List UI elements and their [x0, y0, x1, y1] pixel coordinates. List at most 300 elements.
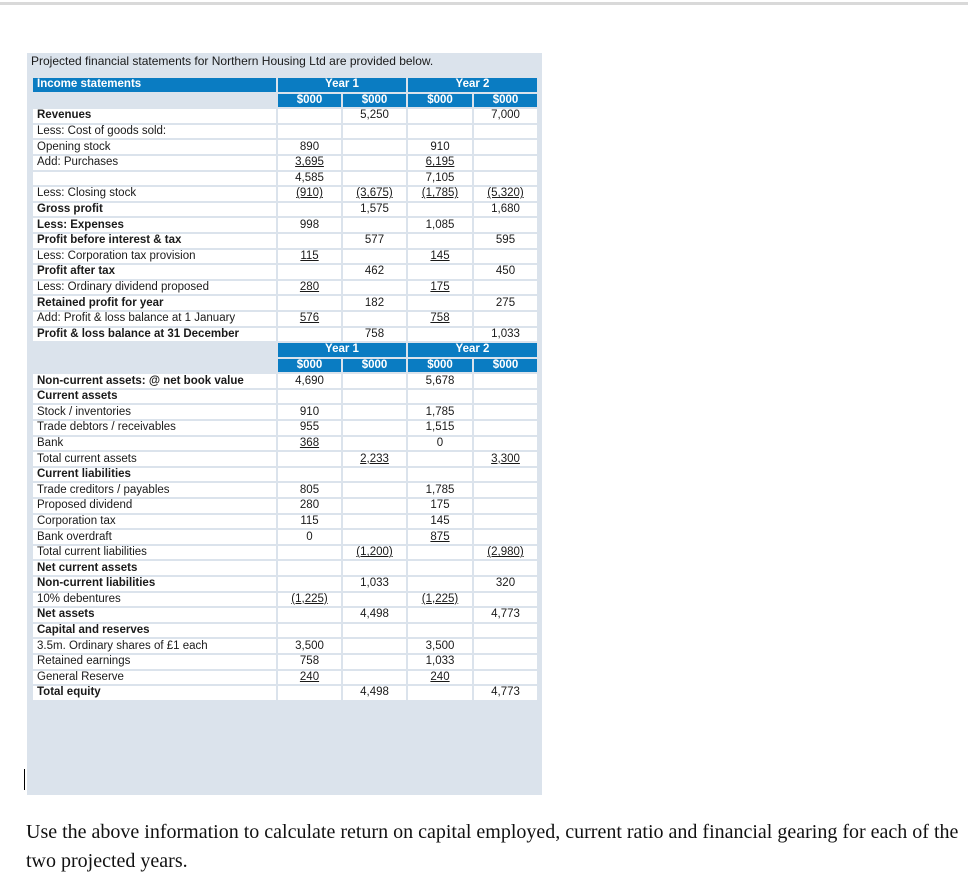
row-label: Revenues	[33, 109, 276, 123]
cell-value: 145	[430, 514, 450, 527]
value-cell	[474, 561, 537, 575]
value-cell	[343, 561, 406, 575]
value-cell	[278, 203, 341, 217]
value-cell	[474, 172, 537, 186]
value-cell	[474, 328, 537, 342]
balance-row	[33, 655, 537, 669]
cell-value: 910	[299, 405, 320, 418]
row-label: Capital and reserves	[33, 624, 276, 638]
cell-value: 4,498	[360, 608, 389, 621]
value-cell	[278, 296, 341, 310]
row-label: Profit before interest & tax	[33, 234, 276, 248]
value-cell	[278, 655, 341, 669]
value-cell	[278, 561, 341, 575]
balance-row	[33, 390, 537, 404]
value-cell	[278, 390, 341, 404]
balance-unit-row	[33, 359, 537, 373]
balance-row	[33, 671, 537, 685]
value-cell	[408, 452, 472, 466]
value-cell	[343, 250, 406, 264]
unit-header: $000	[343, 94, 406, 108]
unit-header: $000	[343, 359, 406, 373]
cell-value: 115	[300, 249, 319, 262]
value-cell	[474, 265, 537, 279]
cell-value: 5,250	[360, 109, 389, 122]
income-statements-title: Income statements	[33, 78, 276, 92]
cell-value: 280	[299, 281, 320, 294]
cell-value: 280	[299, 499, 320, 512]
value-cell	[474, 374, 537, 388]
value-cell	[278, 593, 341, 607]
balance-row	[33, 546, 537, 560]
cell-value: 368	[299, 436, 320, 449]
cell-value: 3,695	[295, 156, 324, 169]
cell-value: (3,675)	[356, 187, 393, 200]
row-label: Retained earnings	[33, 655, 276, 669]
value-cell	[343, 624, 406, 638]
unit-header: $000	[474, 359, 537, 373]
cell-value: 758	[364, 327, 385, 340]
balance-row	[33, 405, 537, 419]
balance-row	[33, 499, 537, 513]
value-cell	[408, 140, 472, 154]
balance-row	[33, 577, 537, 591]
row-label	[33, 172, 276, 186]
value-cell	[474, 140, 537, 154]
cell-value: 462	[364, 265, 385, 278]
cell-value: 955	[299, 421, 320, 434]
value-cell	[408, 655, 472, 669]
row-label: Total equity	[33, 686, 276, 700]
cell-value: 3,500	[295, 639, 324, 652]
value-cell	[343, 156, 406, 170]
cell-value: 4,773	[491, 608, 520, 621]
value-cell	[278, 187, 341, 201]
value-cell	[474, 608, 537, 622]
value-cell	[408, 234, 472, 248]
value-cell	[343, 515, 406, 529]
row-label: Add: Profit & loss balance at 1 January	[33, 312, 276, 326]
value-cell	[278, 437, 341, 451]
value-cell	[343, 265, 406, 279]
balance-header-row	[33, 343, 537, 357]
value-cell	[474, 187, 537, 201]
value-cell	[278, 281, 341, 295]
income-row	[33, 125, 537, 139]
row-label: Profit & loss balance at 31 December	[33, 328, 276, 342]
value-cell	[278, 265, 341, 279]
cell-value: 182	[364, 296, 385, 309]
value-cell	[278, 218, 341, 232]
income-year1-header: Year 1	[278, 78, 406, 92]
value-cell	[408, 405, 472, 419]
balance-row	[33, 515, 537, 529]
value-cell	[278, 172, 341, 186]
cell-value: 3,300	[491, 452, 520, 465]
value-cell	[408, 109, 472, 123]
value-cell	[343, 530, 406, 544]
row-label: Current liabilities	[33, 468, 276, 482]
value-cell	[408, 530, 472, 544]
cell-value: 998	[299, 218, 320, 231]
row-label: Less: Cost of goods sold:	[33, 125, 276, 139]
value-cell	[343, 296, 406, 310]
income-row	[33, 187, 537, 201]
income-row	[33, 156, 537, 170]
balance-row	[33, 530, 537, 544]
value-cell	[474, 515, 537, 529]
value-cell	[408, 125, 472, 139]
value-cell	[278, 608, 341, 622]
value-cell	[474, 109, 537, 123]
row-label: Corporation tax	[33, 515, 276, 529]
row-label: Trade debtors / receivables	[33, 421, 276, 435]
value-cell	[474, 312, 537, 326]
income-row	[33, 312, 537, 326]
value-cell	[408, 499, 472, 513]
cell-value: 175	[430, 281, 450, 294]
value-cell	[474, 468, 537, 482]
income-row	[33, 328, 537, 342]
cell-value: 0	[306, 530, 313, 543]
cell-value: 240	[430, 670, 450, 683]
balance-row	[33, 437, 537, 451]
value-cell	[343, 109, 406, 123]
value-cell	[474, 593, 537, 607]
cell-value: 1,085	[425, 218, 455, 231]
value-cell	[343, 546, 406, 560]
value-cell	[474, 655, 537, 669]
value-cell	[408, 156, 472, 170]
value-cell	[474, 218, 537, 232]
value-cell	[343, 374, 406, 388]
value-cell	[343, 593, 406, 607]
cell-value: 1,515	[425, 421, 455, 434]
value-cell	[408, 172, 472, 186]
income-row	[33, 250, 537, 264]
cell-value: 805	[299, 483, 320, 496]
cell-value: 115	[300, 514, 319, 527]
value-cell	[408, 671, 472, 685]
row-label: Total current assets	[33, 452, 276, 466]
cell-value: 1,033	[360, 577, 389, 590]
value-cell	[408, 561, 472, 575]
value-cell	[278, 577, 341, 591]
balance-row	[33, 483, 537, 497]
table-caption: Projected financial statements for Northern Housing Ltd are provided below.	[31, 54, 434, 68]
value-cell	[278, 452, 341, 466]
value-cell	[474, 125, 537, 139]
value-cell	[278, 405, 341, 419]
value-cell	[474, 421, 537, 435]
balance-row	[33, 608, 537, 622]
value-cell	[343, 172, 406, 186]
value-cell	[474, 405, 537, 419]
value-cell	[278, 671, 341, 685]
value-cell	[278, 546, 341, 560]
cell-value: 4,773	[491, 686, 520, 699]
cell-value: (2,980)	[487, 546, 524, 559]
value-cell	[343, 608, 406, 622]
value-cell	[408, 203, 472, 217]
income-row	[33, 172, 537, 186]
balance-row	[33, 421, 537, 435]
value-cell	[408, 265, 472, 279]
balance-row	[33, 624, 537, 638]
question-text: Use the above information to calculate return on capital employed, current ratio and financial gearing for each of the two projected years.	[26, 821, 959, 872]
row-label: Total current liabilities	[33, 546, 276, 560]
value-cell	[408, 686, 472, 700]
value-cell	[474, 250, 537, 264]
value-cell	[343, 655, 406, 669]
row-label: Retained profit for year	[33, 296, 276, 310]
cell-value: 7,105	[425, 171, 455, 184]
value-cell	[343, 187, 406, 201]
value-cell	[474, 390, 537, 404]
value-cell	[343, 421, 406, 435]
value-cell	[408, 187, 472, 201]
income-row	[33, 296, 537, 310]
cell-value: 450	[495, 265, 516, 278]
cell-value: 2,233	[360, 452, 389, 465]
cell-value: 4,585	[295, 171, 324, 184]
value-cell	[474, 624, 537, 638]
value-cell	[343, 328, 406, 342]
value-cell	[278, 421, 341, 435]
value-cell	[343, 312, 406, 326]
value-cell	[408, 577, 472, 591]
row-label: Add: Purchases	[33, 156, 276, 170]
income-row	[33, 109, 537, 123]
value-cell	[474, 281, 537, 295]
row-label: Net current assets	[33, 561, 276, 575]
value-cell	[343, 203, 406, 217]
row-label: Less: Corporation tax provision	[33, 250, 276, 264]
value-cell	[343, 671, 406, 685]
financial-statements-table	[31, 76, 539, 702]
row-label: Less: Closing stock	[33, 187, 276, 201]
row-label: Current assets	[33, 390, 276, 404]
cell-value: 576	[299, 312, 320, 325]
value-cell	[408, 608, 472, 622]
cell-value: 0	[436, 436, 444, 449]
value-cell	[278, 499, 341, 513]
row-label: Bank	[33, 437, 276, 451]
income-row	[33, 218, 537, 232]
value-cell	[474, 639, 537, 653]
cell-value: 145	[430, 249, 450, 262]
row-label: Less: Expenses	[33, 218, 276, 232]
balance-row	[33, 452, 537, 466]
cell-value: 4,690	[295, 374, 324, 387]
row-label: Non-current assets: @ net book value	[33, 374, 276, 388]
value-cell	[278, 530, 341, 544]
unit-header: $000	[408, 359, 472, 373]
income-year2-header: Year 2	[408, 78, 537, 92]
value-cell	[474, 156, 537, 170]
value-cell	[343, 577, 406, 591]
value-cell	[343, 390, 406, 404]
value-cell	[278, 483, 341, 497]
value-cell	[474, 530, 537, 544]
cell-value: 758	[299, 655, 320, 668]
value-cell	[278, 156, 341, 170]
balance-row	[33, 374, 537, 388]
cell-value: 7,000	[491, 109, 520, 122]
value-cell	[474, 437, 537, 451]
value-cell	[343, 234, 406, 248]
income-row	[33, 203, 537, 217]
value-cell	[408, 296, 472, 310]
value-cell	[343, 125, 406, 139]
row-label: Opening stock	[33, 140, 276, 154]
cell-value: 910	[430, 140, 450, 153]
cell-value: (5,320)	[487, 187, 524, 200]
cell-value: 240	[299, 670, 320, 683]
row-label: Net assets	[33, 608, 276, 622]
unit-header: $000	[408, 94, 472, 108]
value-cell	[408, 250, 472, 264]
cell-value: 1,575	[360, 203, 389, 216]
balance-year1-header: Year 1	[278, 343, 406, 357]
row-label: General Reserve	[33, 671, 276, 685]
value-cell	[474, 234, 537, 248]
value-cell	[408, 437, 472, 451]
cell-value: (1,225)	[421, 592, 459, 605]
value-cell	[408, 218, 472, 232]
income-row	[33, 281, 537, 295]
value-cell	[343, 499, 406, 513]
cell-value: 3,500	[425, 639, 455, 652]
value-cell	[408, 624, 472, 638]
cell-value: 1,680	[491, 203, 520, 216]
value-cell	[408, 374, 472, 388]
value-cell	[278, 140, 341, 154]
value-cell	[343, 281, 406, 295]
cell-value: 1,785	[425, 483, 455, 496]
row-label: Bank overdraft	[33, 530, 276, 544]
value-cell	[474, 452, 537, 466]
cell-value: 875	[430, 530, 450, 543]
row-label: Less: Ordinary dividend proposed	[33, 281, 276, 295]
value-cell	[278, 374, 341, 388]
value-cell	[343, 437, 406, 451]
value-cell	[343, 218, 406, 232]
cell-value: (1,785)	[421, 187, 459, 200]
value-cell	[474, 686, 537, 700]
row-label: Proposed dividend	[33, 499, 276, 513]
value-cell	[474, 577, 537, 591]
cell-value: 758	[430, 312, 450, 325]
income-header-row	[33, 78, 537, 92]
row-label: 3.5m. Ordinary shares of £1 each	[33, 639, 276, 653]
cell-value: 595	[495, 234, 516, 247]
value-cell	[408, 639, 472, 653]
value-cell	[278, 468, 341, 482]
value-cell	[408, 328, 472, 342]
value-cell	[408, 483, 472, 497]
balance-row	[33, 468, 537, 482]
value-cell	[408, 593, 472, 607]
cell-value: (910)	[296, 187, 323, 200]
value-cell	[408, 390, 472, 404]
value-cell	[408, 312, 472, 326]
cell-value: 890	[299, 140, 320, 153]
value-cell	[408, 421, 472, 435]
value-cell	[343, 140, 406, 154]
value-cell	[474, 296, 537, 310]
cell-value: 1,785	[425, 405, 455, 418]
value-cell	[343, 452, 406, 466]
value-cell	[343, 639, 406, 653]
income-row	[33, 140, 537, 154]
row-label: 10% debentures	[33, 593, 276, 607]
unit-header: $000	[278, 359, 341, 373]
cell-value: (1,225)	[291, 592, 328, 605]
value-cell	[278, 234, 341, 248]
unit-header: $000	[474, 94, 537, 108]
cell-value: 1,033	[425, 655, 455, 668]
value-cell	[343, 468, 406, 482]
balance-row	[33, 593, 537, 607]
cell-value: 6,195	[425, 156, 455, 169]
cell-value: 4,498	[360, 686, 389, 699]
value-cell	[408, 281, 472, 295]
cell-value: 275	[495, 296, 516, 309]
value-cell	[278, 515, 341, 529]
value-cell	[343, 405, 406, 419]
value-cell	[343, 483, 406, 497]
value-cell	[408, 515, 472, 529]
value-cell	[408, 468, 472, 482]
value-cell	[474, 203, 537, 217]
income-row	[33, 265, 537, 279]
value-cell	[474, 546, 537, 560]
balance-row	[33, 639, 537, 653]
balance-year2-header: Year 2	[408, 343, 537, 357]
row-label: Profit after tax	[33, 265, 276, 279]
unit-header: $000	[278, 94, 341, 108]
value-cell	[278, 328, 341, 342]
cell-value: 577	[364, 234, 385, 247]
value-cell	[278, 686, 341, 700]
value-cell	[343, 686, 406, 700]
value-cell	[474, 499, 537, 513]
row-label: Stock / inventories	[33, 405, 276, 419]
value-cell	[474, 483, 537, 497]
value-cell	[278, 639, 341, 653]
balance-row	[33, 561, 537, 575]
value-cell	[474, 671, 537, 685]
income-row	[33, 234, 537, 248]
value-cell	[278, 109, 341, 123]
balance-row	[33, 686, 537, 700]
row-label: Non-current liabilities	[33, 577, 276, 591]
value-cell	[278, 312, 341, 326]
value-cell	[278, 624, 341, 638]
row-label: Trade creditors / payables	[33, 483, 276, 497]
cell-value: 1,033	[491, 327, 520, 340]
cell-value: 175	[430, 499, 450, 512]
text-cursor	[24, 769, 25, 790]
value-cell	[408, 546, 472, 560]
cell-value: (1,200)	[356, 546, 393, 559]
cell-value: 320	[495, 577, 516, 590]
value-cell	[278, 250, 341, 264]
income-unit-row	[33, 94, 537, 108]
value-cell	[278, 125, 341, 139]
row-label: Gross profit	[33, 203, 276, 217]
